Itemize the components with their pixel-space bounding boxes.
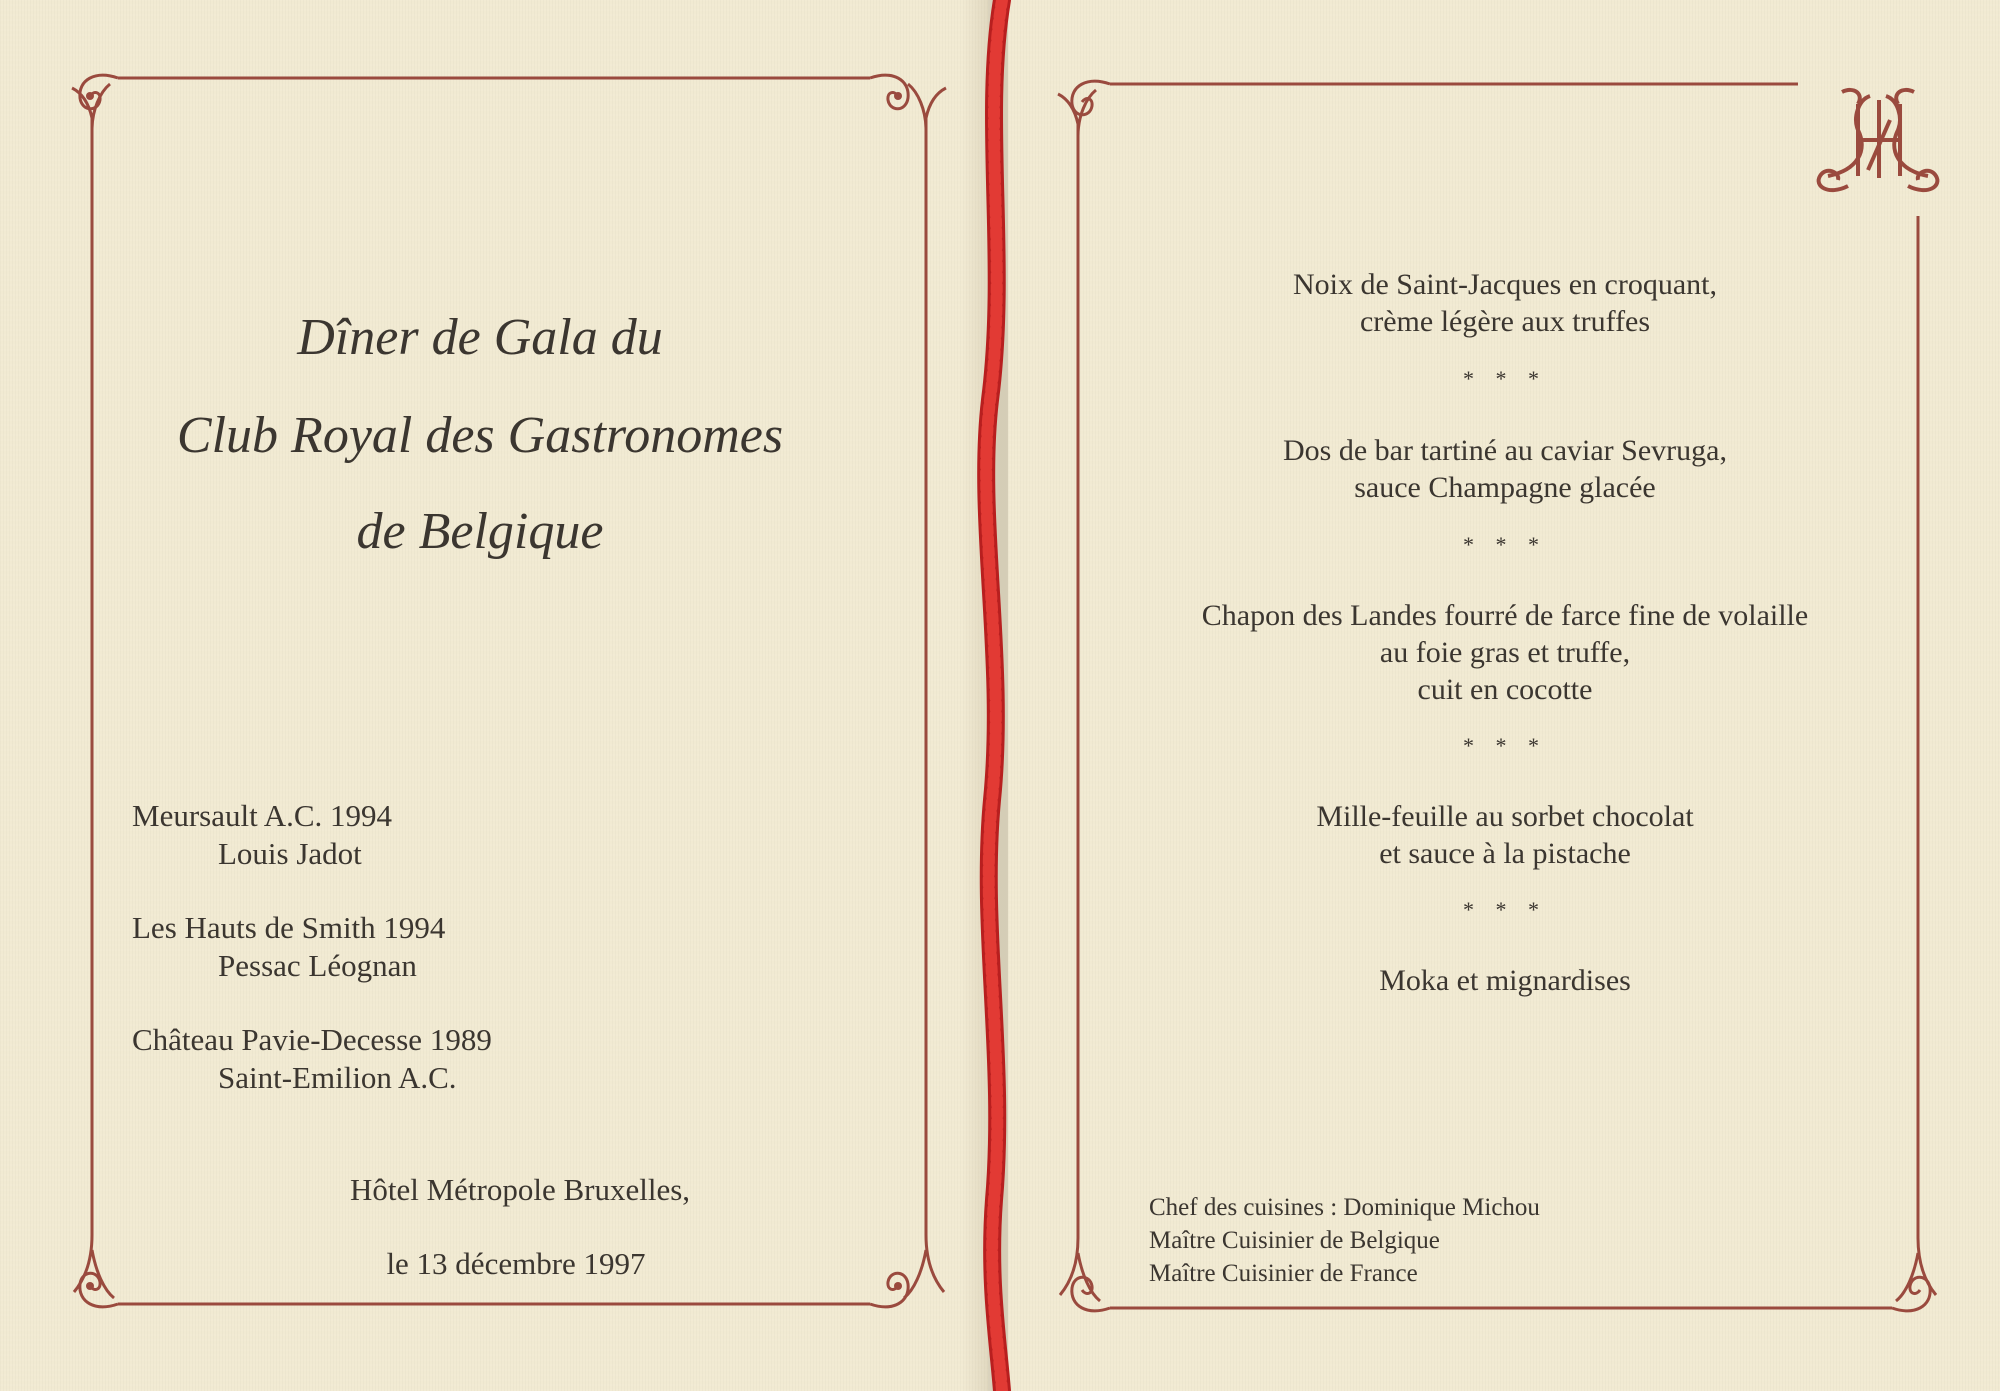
wine-2-name: Les Hauts de Smith 1994	[132, 910, 446, 945]
course-1-line-2: crème légère aux truffes	[1359, 305, 1651, 338]
course-2-line-1: Dos de bar tartiné au caviar Sevruga,	[1283, 434, 1727, 467]
course-separator: * * *	[1463, 733, 1547, 758]
venue-text: Hôtel Métropole Bruxelles,	[349, 1172, 691, 1207]
course-separator: * * *	[1463, 897, 1547, 922]
course-4	[1055, 798, 1955, 872]
chef-line-2: Maître Cuisinier de Belgique	[1149, 1227, 1440, 1254]
course-1-line-1: Noix de Saint-Jacques en croquant,	[1292, 268, 1718, 301]
course-2-line-2: sauce Champagne glacée	[1354, 471, 1656, 504]
right-menu-page	[1008, 0, 2000, 1391]
wine-3-name: Château Pavie-Decesse 1989	[132, 1022, 492, 1057]
wine-2-producer: Pessac Léognan	[218, 948, 417, 983]
course-1	[1055, 266, 1955, 340]
gala-title-line-3: de Belgique	[356, 503, 604, 560]
course-separator: * * *	[1463, 366, 1547, 391]
hotel-monogram-logo	[1819, 90, 1938, 190]
gala-title-line-1: Dîner de Gala du	[297, 309, 663, 366]
chef-credits	[1149, 1191, 1540, 1290]
gala-title-line-2: Club Royal des Gastronomes	[176, 407, 784, 464]
course-4-line-1: Mille-feuille au sorbet chocolat	[1316, 800, 1694, 833]
wine-1-name: Meursault A.C. 1994	[132, 798, 393, 833]
course-3	[1055, 597, 1955, 708]
course-3-line-3: cuit en cocotte	[1417, 673, 1593, 706]
course-5	[1055, 962, 1955, 999]
course-2	[1055, 432, 1955, 506]
course-separator: * * *	[1463, 532, 1547, 557]
date-text: le 13 décembre 1997	[386, 1246, 646, 1281]
course-4-line-2: et sauce à la pistache	[1379, 837, 1631, 870]
wine-1-producer: Louis Jadot	[218, 836, 362, 871]
course-5-line-1: Moka et mignardises	[1379, 964, 1631, 997]
chef-line-3: Maître Cuisinier de France	[1149, 1260, 1418, 1287]
course-3-line-1: Chapon des Landes fourré de farce fine de volaille	[1201, 599, 1809, 632]
left-menu-page	[0, 0, 988, 1391]
course-3-line-2: au foie gras et truffe,	[1379, 636, 1631, 669]
chef-line-1: Chef des cuisines : Dominique Michou	[1149, 1194, 1540, 1221]
wine-3-producer: Saint-Emilion A.C.	[218, 1060, 457, 1095]
